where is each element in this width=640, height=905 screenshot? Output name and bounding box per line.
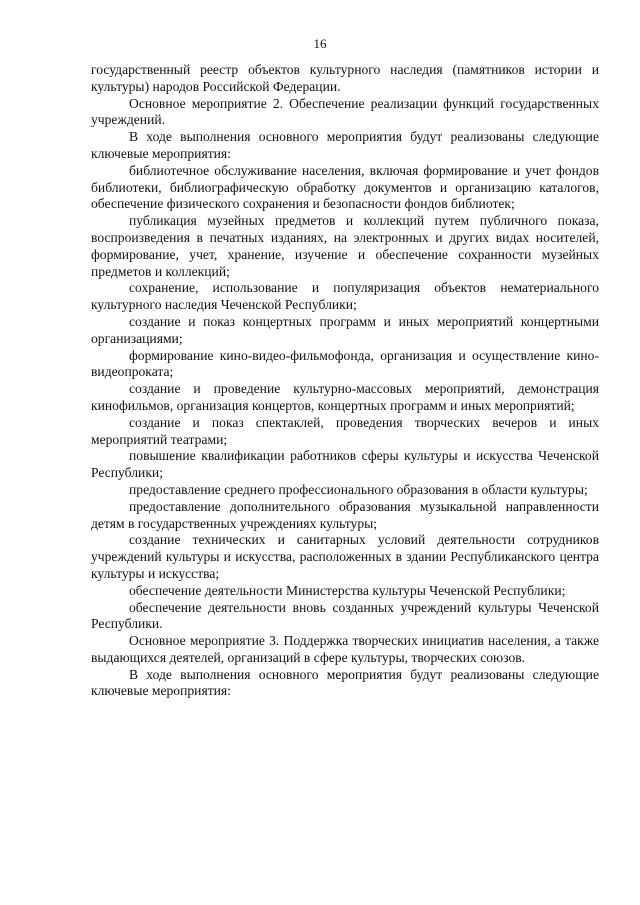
document-body: [91, 62, 599, 700]
paragraph-main-activity-3: Основное мероприятие 3. Поддержка творческих инициатив населения, а также выдающихся деятелей, организаций в сфере культуры, творческих союзов.: [91, 633, 599, 665]
list-item: публикация музейных предметов и коллекций путем публичного показа, воспроизведения в печатных изданиях, на электронных и других видах носителей, формирование, учет, хранение, изучение и обеспечение сохранности музейных предметов и коллекций;: [91, 213, 599, 279]
list-item: создание и проведение культурно-массовых мероприятий, демонстрация кинофильмов, организация концертов, концертных программ и иных мероприятий;: [91, 381, 599, 413]
list-item: предоставление среднего профессионального образования в области культуры;: [129, 481, 588, 497]
paragraph-main-activity-2: Основное мероприятие 2. Обеспечение реализации функций государственных учреждений.: [91, 95, 599, 128]
list-item: повышение квалификации работников сферы культуры и искусства Чеченской Республики;: [91, 448, 599, 481]
paragraph-intro: В ходе выполнения основного мероприятия будут реализованы следующие ключевые мероприятия:: [91, 129, 599, 161]
list-item: формирование кино-видео-фильмофонда, организация и осуществление кино-видеопроката;: [91, 347, 599, 380]
list-item: библиотечное обслуживание населения, включая формирование и учет фондов библиотеки, библиографическую обработку документов и организацию каталогов, обеспечение физического сохранения и безопасности фондов библиотек;: [91, 162, 599, 212]
list-item: создание и показ спектаклей, проведения творческих вечеров и иных мероприятий театрами;: [91, 414, 599, 447]
list-item: предоставление дополнительного образования музыкальной направленности детям в государственных учреждениях культуры;: [91, 498, 599, 531]
list-item: обеспечение деятельности вновь созданных учреждений культуры Чеченской Республики.: [91, 599, 599, 632]
list-item: сохранение, использование и популяризация объектов нематериального культурного наследия Чеченской Республики;: [91, 280, 599, 313]
paragraph-intro: В ходе выполнения основного мероприятия будут реализованы следующие ключевые мероприятия:: [91, 666, 599, 699]
list-item: создание и показ концертных программ и иных мероприятий концертными организациями;: [91, 313, 599, 346]
list-item: обеспечение деятельности Министерства культуры Чеченской Республики;: [129, 582, 566, 598]
page-number: 16: [313, 36, 327, 51]
paragraph-continuation: государственный реестр объектов культурного наследия (памятников истории и культуры) народов Российской Федерации.: [91, 62, 599, 94]
list-item: создание технических и санитарных условий деятельности сотрудников учреждений культуры и искусства, расположенных в здании Республиканского центра культуры и искусства;: [91, 532, 599, 581]
